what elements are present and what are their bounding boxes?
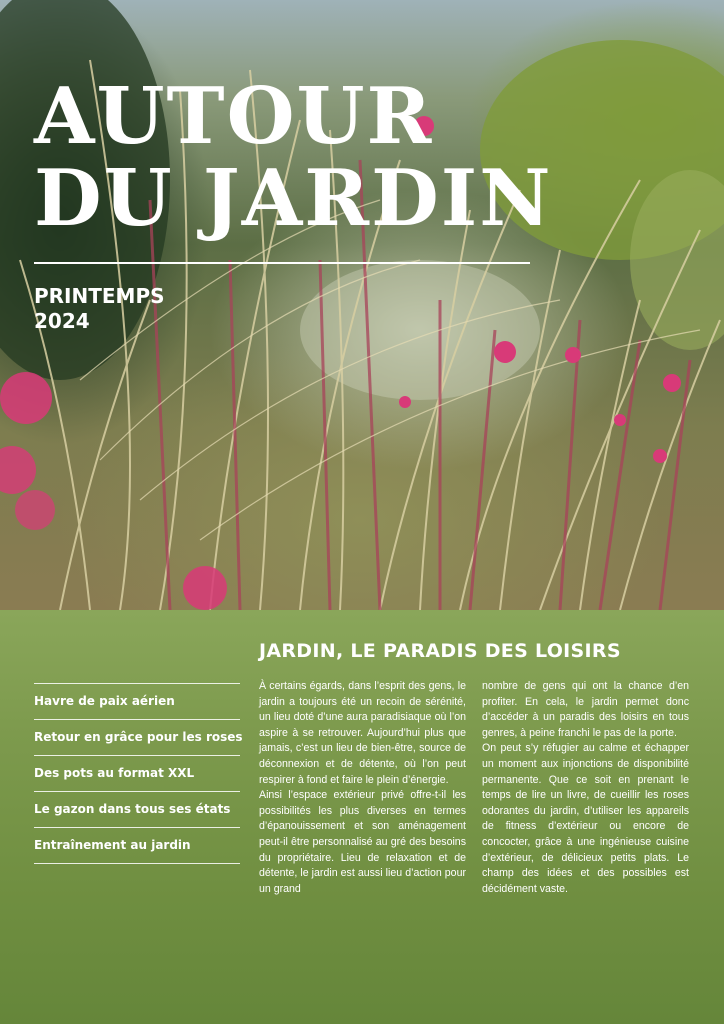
title-line-1: AUTOUR bbox=[34, 71, 434, 162]
toc-item-gazon[interactable]: Le gazon dans tous ses états bbox=[34, 791, 240, 827]
table-of-contents bbox=[34, 683, 243, 864]
magazine-title bbox=[34, 71, 553, 244]
article-paragraph: nombre de gens qui ont la chance d’en profiter. En cela, le jardin permet donc d’accéder à un paradis des loisirs en tous genres, à peine franchi le pas de la porte. bbox=[482, 680, 689, 739]
toc-item-havre[interactable]: Havre de paix aérien bbox=[34, 683, 240, 719]
title-line-2: DU JARDIN bbox=[34, 153, 553, 244]
article-paragraph: À certains égards, dans l’esprit des gens, le jardin a toujours été un recoin de sérénité, un lieu doté d’une aura paradisiaque où l’on aspire à se retrouver. Aujourd’hui plus que jamais, c’est un lieu de bien-être, source de déconnexion et de détente, où l’on peut respirer à fond et faire le plein d’énergie. bbox=[259, 680, 466, 786]
issue-season bbox=[34, 284, 165, 334]
toc-item-roses[interactable]: Retour en grâce pour les roses bbox=[34, 719, 240, 755]
article-column-1 bbox=[259, 679, 466, 897]
article-paragraph: On peut s’y réfugier au calme et échapper un moment aux injonctions de disponibilité permanente. Que ce soit en prenant le temps de lire un livre, de cueillir les roses odorantes du jardin, d’utiliser les appareils de fitness d’extérieur ou encore de concocter, grâce à une ingénieuse cuisine d’extérieur, de délicieux petits plats. Le champ des idées et des possibles est décidément vaste. bbox=[482, 742, 689, 895]
article-title: JARDIN, LE PARADIS DES LOISIRS bbox=[259, 640, 621, 662]
toc-item-pots[interactable]: Des pots au format XXL bbox=[34, 755, 240, 791]
article-column-2 bbox=[482, 679, 689, 897]
season-label: PRINTEMPS bbox=[34, 284, 165, 308]
title-divider bbox=[34, 262, 530, 264]
toc-item-entrainement[interactable]: Entraînement au jardin bbox=[34, 827, 240, 864]
article-paragraph: Ainsi l’espace extérieur privé offre-t-il les possibilités les plus diverses en termes d’épanouissement et son aménagement peut-il être personnalisé au gré des besoins du propriétaire. Lieu de relaxation et de détente, le jardin est aussi lieu d’action pour un grand bbox=[259, 789, 466, 895]
season-year: 2024 bbox=[34, 309, 90, 333]
